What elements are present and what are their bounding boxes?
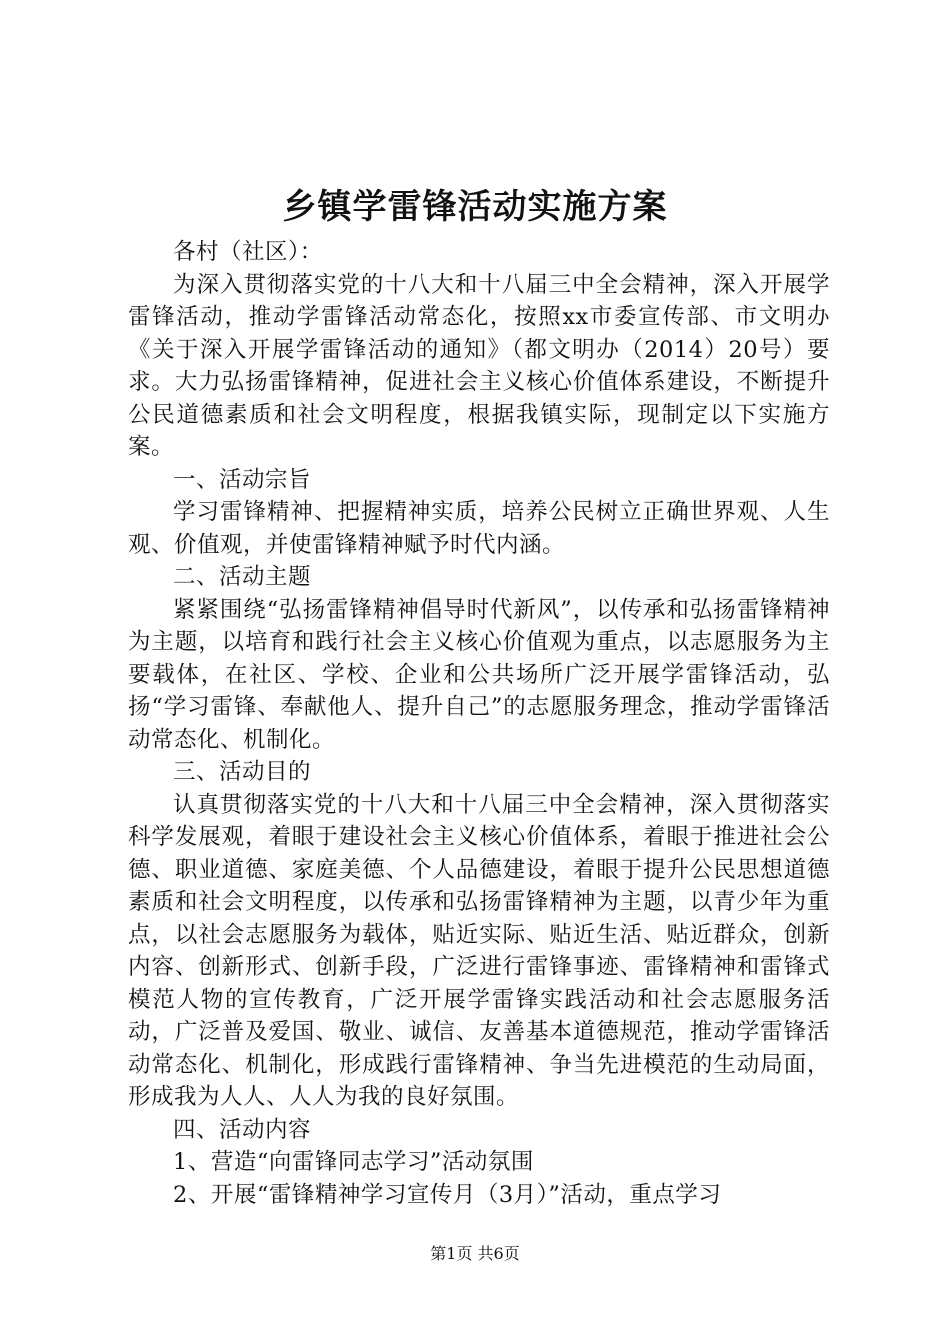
section-heading-purpose: 一、活动宗旨 bbox=[173, 466, 312, 493]
content-item-2: 2、开展“雷锋精神学习宣传月（3月）”活动，重点学习 bbox=[173, 1181, 722, 1208]
purpose-paragraph: 学习雷锋精神、把握精神实质，培养公民树立正确世界观、人生观、价值观，并使雷锋精神赋予时代内涵。 bbox=[128, 499, 830, 558]
content-item-1: 1、营造“向雷锋同志学习”活动氛围 bbox=[173, 1149, 534, 1175]
document-title: 乡镇学雷锋活动实施方案 bbox=[282, 187, 668, 227]
section-heading-content: 四、活动内容 bbox=[173, 1116, 312, 1143]
intro-paragraph: 为深入贯彻落实党的十八大和十八届三中全会精神，深入开展学雷锋活动，推动学雷锋活动常态化，按照xx市委宣传部、市文明办《关于深入开展学雷锋活动的通知》（都文明办（2014）20号）要求。大力弘扬雷锋精神，促进社会主义核心价值体系建设，不断提升公民道德素质和社会文明程度，根据我镇实际，现制定以下实施方案。 bbox=[128, 271, 830, 460]
document-body bbox=[128, 236, 830, 1211]
page-footer: 第1页 共6页 bbox=[430, 1244, 520, 1263]
section-heading-theme: 二、活动主题 bbox=[173, 564, 312, 590]
goal-paragraph: 认真贯彻落实党的十八大和十八届三中全会精神，深入贯彻落实科学发展观，着眼于建设社会主义核心价值体系，着眼于推进社会公德、职业道德、家庭美德、个人品德建设，着眼于提升公民思想道德素质和社会文明程度，以传承和弘扬雷锋精神为主题，以青少年为重点，以社会志愿服务为载体，贴近实际、贴近生活、贴近群众，创新内容、创新形式、创新手段，广泛进行雷锋事迹、雷锋精神和雷锋式模范人物的宣传教育，广泛开展学雷锋实践活动和社会志愿服务活动，广泛普及爱国、敬业、诚信、友善基本道德规范，推动学雷锋活动常态化、机制化，形成践行雷锋精神、争当先进模范的生动局面，形成我为人人、人人为我的良好氛围。 bbox=[128, 791, 830, 1110]
theme-paragraph: 紧紧围绕“弘扬雷锋精神倡导时代新风”，以传承和弘扬雷锋精神为主题，以培育和践行社会主义核心价值观为重点，以志愿服务为主要载体，在社区、学校、企业和公共场所广泛开展学雷锋活动，弘扬“学习雷锋、奉献他人、提升自己”的志愿服务理念，推动学雷锋活动常态化、机制化。 bbox=[128, 596, 830, 753]
section-heading-goal: 三、活动目的 bbox=[173, 759, 312, 785]
salutation: 各村（社区）： bbox=[173, 239, 323, 265]
